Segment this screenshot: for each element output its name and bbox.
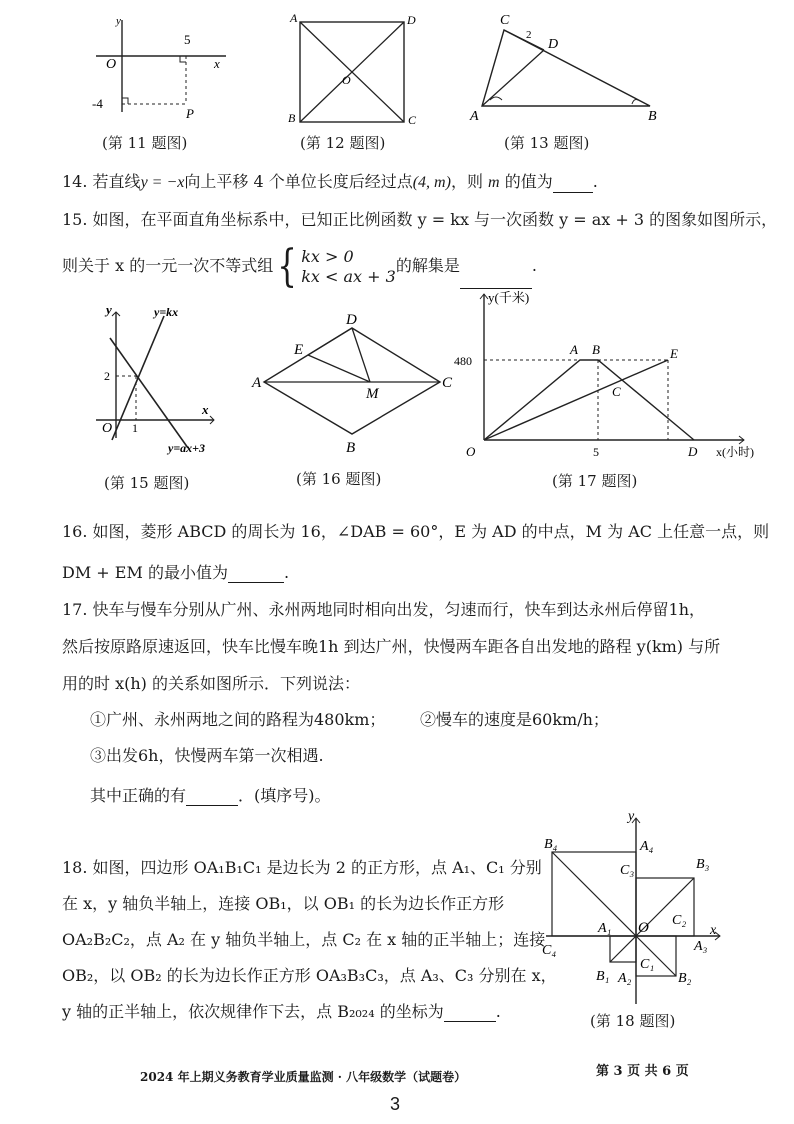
fig18-a3-label: A₃ bbox=[694, 939, 708, 954]
question-15-line1 bbox=[62, 210, 777, 230]
fig18-b2-label: B₂ bbox=[678, 971, 692, 986]
fig15-ykx-label: y=kx bbox=[154, 305, 179, 319]
q15-number: 15. bbox=[62, 210, 88, 229]
figure-18-caption: (第 18 题图) bbox=[590, 1012, 676, 1030]
fig18-o-label: O bbox=[638, 920, 649, 936]
q17-line1: 快车与慢车分别从广州、永州两地同时相向出发，匀速而行，快车到达永州后停留1h， bbox=[92, 600, 706, 619]
figure-13-triangle bbox=[462, 8, 672, 126]
fig18-a1-label: A₁ bbox=[598, 921, 612, 936]
fig11-five-label: 5 bbox=[184, 32, 191, 47]
question-17-ask bbox=[90, 786, 331, 806]
question-14 bbox=[62, 172, 598, 193]
fig11-y-label: y bbox=[116, 15, 121, 27]
figure-13 bbox=[462, 8, 672, 126]
question-15-line2 bbox=[62, 240, 537, 292]
question-18-line3: OA₂B₂C₂，点 A₂ 在 y 轴负半轴上，点 C₂ 在 x 轴的正半轴上；连接 bbox=[62, 930, 546, 949]
fig13-d-label: D bbox=[548, 37, 559, 52]
figure-11-graph bbox=[86, 12, 236, 122]
q18-end: . bbox=[495, 1002, 501, 1021]
q14-text-b: 向上平移 4 个单位长度后经过点 bbox=[184, 172, 413, 191]
q15-line2-a: 则关于 x 的一元一次不等式组 bbox=[62, 256, 274, 275]
fig17-five-label: 5 bbox=[593, 445, 599, 459]
fig15-x-label: x bbox=[202, 402, 209, 417]
q17-ask-b: ．(填序号)。 bbox=[238, 786, 331, 805]
figure-16-caption: (第 16 题图) bbox=[296, 470, 382, 488]
fig18-b4-label: B₄ bbox=[544, 837, 558, 852]
question-17-line1 bbox=[62, 600, 705, 620]
question-16-line2 bbox=[62, 563, 289, 583]
q15-system bbox=[301, 247, 396, 287]
q17-option-2: ②慢车的速度是60km/h； bbox=[420, 710, 609, 729]
question-18-line2: 在 x，y 轴负半轴上，连接 OB₁，以 OB₁ 的长为边长作正方形 bbox=[62, 894, 505, 913]
q17-option-1: ①广州、永州两地之间的路程为480km； bbox=[90, 710, 386, 729]
figure-13-caption: (第 13 题图) bbox=[504, 134, 590, 152]
q15-end: . bbox=[531, 256, 537, 275]
figure-18-squares bbox=[540, 808, 730, 1008]
q16-line2: DM + EM 的最小值为 bbox=[62, 563, 228, 582]
fig17-c-label: C bbox=[612, 384, 621, 399]
figure-12-caption: (第 12 题图) bbox=[300, 134, 386, 152]
q17-ask-a: 其中正确的有 bbox=[90, 786, 187, 805]
q18-answer-blank[interactable] bbox=[444, 1005, 496, 1022]
figure-15-caption: (第 15 题图) bbox=[104, 474, 190, 492]
fig12-c-label: C bbox=[408, 113, 417, 127]
q15-brace: { bbox=[277, 240, 298, 292]
q14-text-c: ，则 bbox=[450, 172, 483, 191]
fig13-b-label: B bbox=[648, 109, 657, 124]
figure-15 bbox=[92, 302, 232, 460]
fig18-c2-label: C₂ bbox=[672, 913, 687, 928]
figure-11 bbox=[86, 12, 236, 122]
fig15-y-label: y bbox=[106, 302, 112, 317]
fig18-a4-label: A₄ bbox=[640, 839, 654, 854]
fig15-yax3-label: y=ax+3 bbox=[168, 441, 206, 455]
q14-number: 14. bbox=[62, 172, 88, 191]
fig11-neg4-label: -4 bbox=[92, 96, 103, 111]
q17-option-3: ③出发6h，快慢两车第一次相遇. bbox=[90, 746, 324, 765]
q14-expr: y = −x bbox=[140, 174, 185, 191]
fig18-c3-label: C₃ bbox=[620, 863, 635, 878]
question-17-line2: 然后按原路原速返回，快车比慢车晚1h 到达广州，快慢两车距各自出发地的路程 y(km) 与所 bbox=[62, 637, 721, 656]
fig17-a-label: A bbox=[570, 342, 578, 357]
figure-17-graph bbox=[452, 286, 770, 464]
q16-end: . bbox=[283, 563, 290, 582]
fig18-y-label: y bbox=[628, 809, 635, 824]
fig16-d-label: D bbox=[346, 312, 357, 328]
fig13-a-label: A bbox=[470, 109, 479, 124]
figure-12 bbox=[284, 10, 424, 128]
fig17-x-axis-label: x(小时) bbox=[716, 445, 754, 459]
figure-16-rhombus bbox=[250, 312, 460, 462]
question-18-line1 bbox=[62, 858, 542, 878]
q18-line5: y 轴的正半轴上，依次规律作下去，点 B₂₀₂₄ 的坐标为 bbox=[62, 1002, 444, 1021]
fig12-b-label: B bbox=[288, 111, 296, 125]
fig18-a2-label: A₂ bbox=[618, 971, 632, 986]
q15-sys2: kx < ax + 3 bbox=[301, 266, 396, 286]
question-18-line5 bbox=[62, 1002, 501, 1022]
fig17-e-label: E bbox=[670, 346, 678, 361]
fig18-x-label: x bbox=[710, 923, 717, 938]
page-number: 3 bbox=[390, 1094, 401, 1114]
fig17-b-label: B bbox=[592, 342, 600, 357]
fig16-c-label: C bbox=[442, 375, 453, 391]
footer-page: 第 3 页 共 6 页 bbox=[596, 1064, 689, 1079]
q14-end: . bbox=[592, 172, 598, 191]
figure-16 bbox=[250, 312, 460, 462]
fig16-m-label: M bbox=[366, 386, 379, 402]
fig18-c1-label: C₁ bbox=[640, 957, 655, 972]
fig11-origin-label: O bbox=[106, 57, 117, 72]
q17-number: 17. bbox=[62, 600, 88, 619]
q14-text-a: 若直线 bbox=[92, 172, 141, 191]
fig18-c4-label: C₄ bbox=[542, 943, 557, 958]
fig16-a-label: A bbox=[252, 375, 262, 391]
q18-number: 18. bbox=[62, 858, 88, 877]
figure-18 bbox=[540, 808, 730, 1008]
q14-text-d: 的值为 bbox=[504, 172, 553, 191]
fig17-d-label: D bbox=[688, 444, 698, 459]
fig16-b-label: B bbox=[346, 440, 356, 456]
q17-answer-blank[interactable] bbox=[186, 789, 238, 806]
q14-answer-blank[interactable] bbox=[553, 176, 593, 193]
fig13-c-label: C bbox=[500, 13, 510, 28]
question-18-line4: OB₂，以 OB₂ 的长为边长作正方形 OA₃B₃C₃，点 A₃、C₃ 分别在 x， bbox=[62, 966, 557, 985]
fig16-e-label: E bbox=[294, 342, 304, 358]
figure-15-graph bbox=[92, 302, 232, 460]
figure-17 bbox=[452, 286, 770, 464]
fig18-b1-label: B₁ bbox=[596, 969, 610, 984]
fig17-o-label: O bbox=[466, 444, 476, 459]
q14-m: m bbox=[488, 174, 500, 191]
fig18-b3-label: B₃ bbox=[696, 857, 710, 872]
fig12-a-label: A bbox=[290, 11, 298, 25]
q16-answer-blank[interactable] bbox=[228, 566, 284, 583]
q15-line1: 如图，在平面直角坐标系中，已知正比例函数 y = kx 与一次函数 y = ax + 3 的图象如图所示， bbox=[92, 210, 778, 229]
q14-point: (4, m) bbox=[412, 174, 451, 191]
question-17-line3: 用的时 x(h) 的关系如图所示．下列说法： bbox=[62, 674, 360, 693]
q16-line1: 如图，菱形 ABCD 的周长为 16，∠DAB = 60°，E 为 AD 的中点，M 为 AC 上任意一点，则 bbox=[92, 522, 770, 541]
fig15-two-label: 2 bbox=[104, 369, 110, 383]
question-16-line1 bbox=[62, 522, 769, 542]
footer-title: 2024 年上期义务教育学业质量监测 · 八年级数学（试题卷） bbox=[140, 1070, 467, 1084]
q18-line1: 如图，四边形 OA₁B₁C₁ 是边长为 2 的正方形，点 A₁、C₁ 分别 bbox=[92, 858, 542, 877]
figure-12-square bbox=[284, 10, 424, 128]
q15-sys1: kx > 0 bbox=[301, 246, 354, 266]
fig11-p-label: P bbox=[186, 106, 194, 121]
fig17-480-label: 480 bbox=[454, 354, 472, 368]
fig12-o-label: O bbox=[342, 73, 351, 87]
figure-11-caption: (第 11 题图) bbox=[102, 134, 188, 152]
q15-line2-b: 的解集是 bbox=[395, 256, 460, 275]
fig15-origin-label: O bbox=[102, 421, 113, 436]
fig11-x-label: x bbox=[214, 56, 220, 71]
figure-17-caption: (第 17 题图) bbox=[552, 472, 638, 490]
fig13-two-label: 2 bbox=[526, 29, 532, 41]
fig15-one-label: 1 bbox=[132, 421, 138, 435]
fig17-y-axis-label: y(千米) bbox=[488, 290, 530, 305]
q16-number: 16. bbox=[62, 522, 88, 541]
fig12-d-label: D bbox=[407, 13, 416, 27]
